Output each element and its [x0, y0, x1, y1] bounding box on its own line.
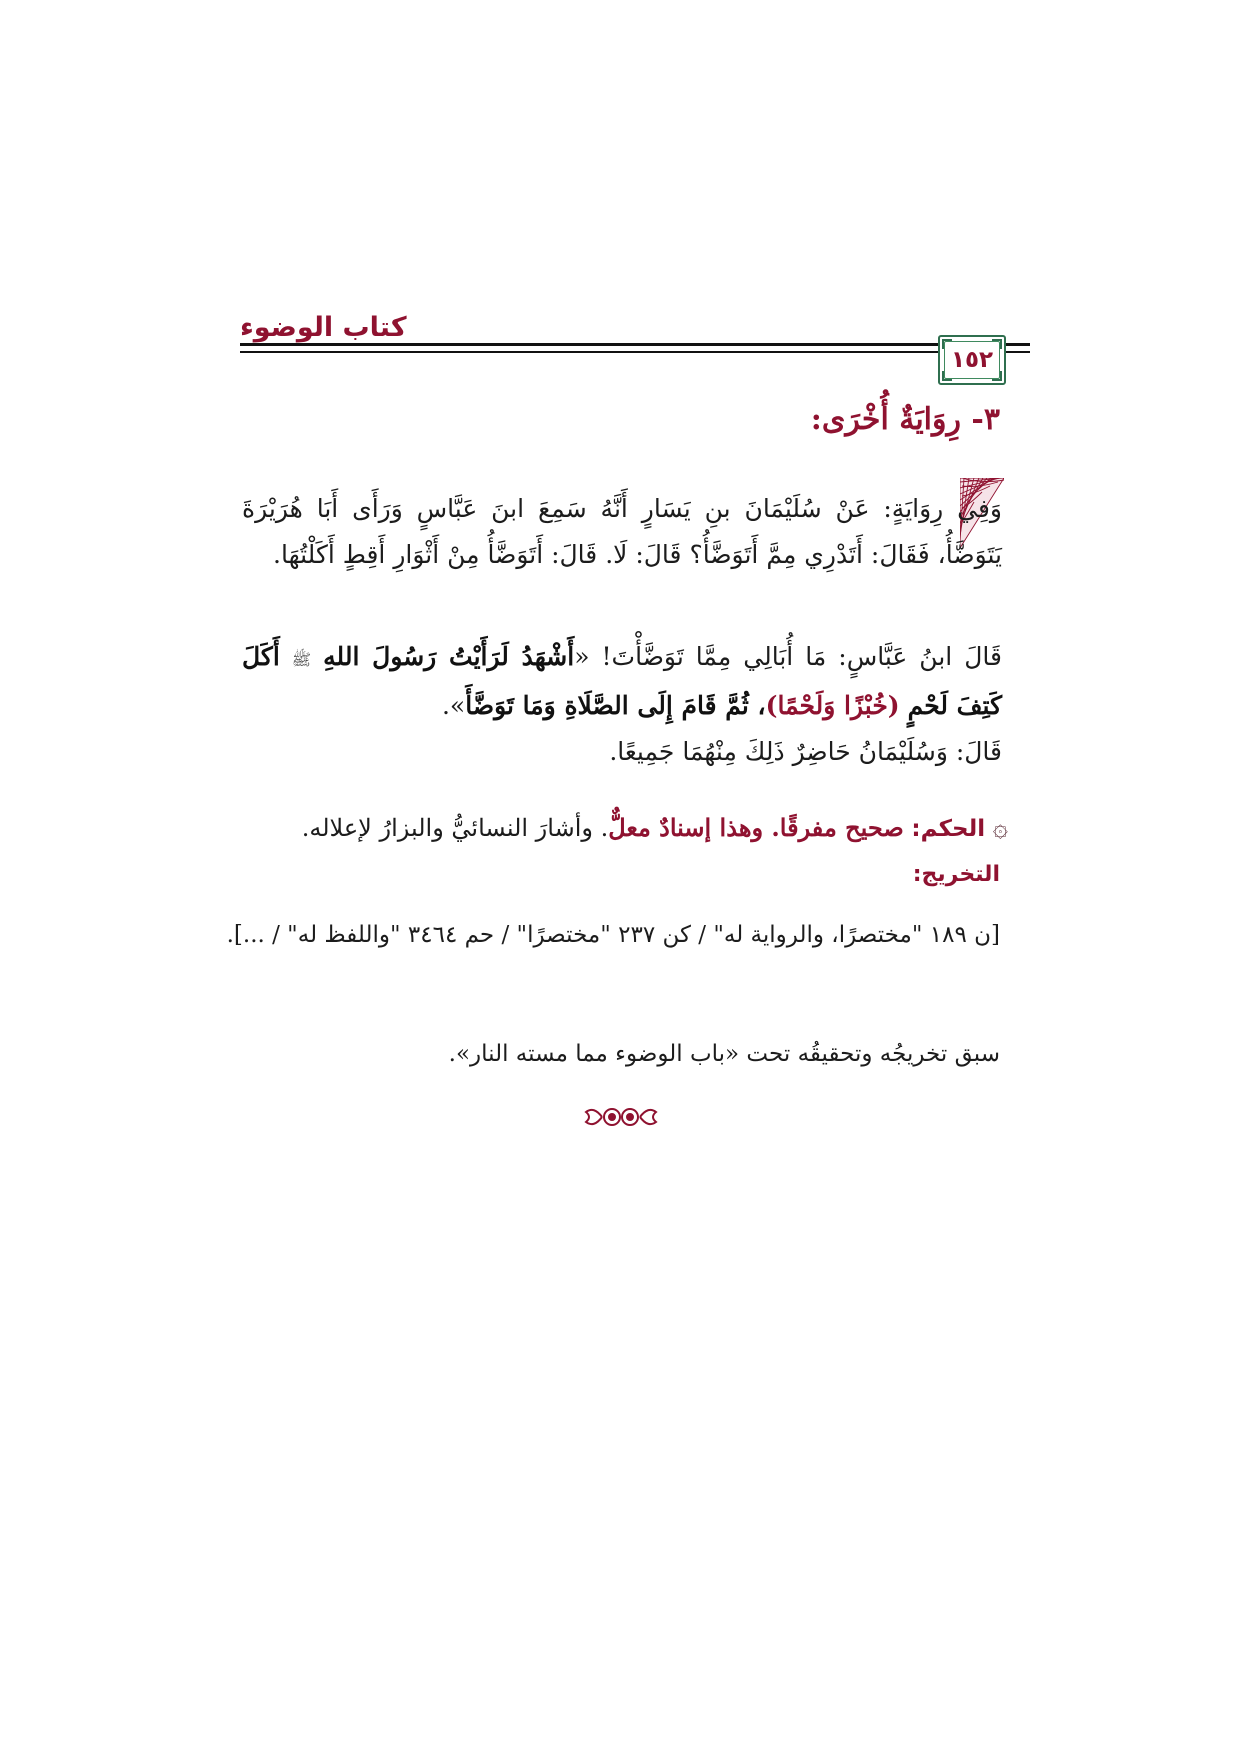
ruling-line [218, 808, 1008, 849]
takhrij-label: التخريج: [912, 862, 1000, 887]
takhrij-note: سبق تخريجُه وتحقيقُه تحت «باب الوضوء مما مسته النار». [448, 1041, 1000, 1067]
ruling-label: الحكم: [911, 816, 986, 842]
narration-bold-text: ، ثُمَّ قَامَ إِلَى الصَّلَاةِ وَمَا تَوَضَّأَ [465, 691, 766, 720]
narration-close: ». [441, 691, 466, 720]
page-number: ١٥٢ [944, 341, 1000, 379]
book-title: كتاب الوضوء [240, 312, 407, 343]
header-rule-bottom-right [1006, 351, 1030, 353]
badge-corner-ornament [942, 339, 952, 349]
badge-corner-ornament [992, 371, 1002, 381]
star-ornament-icon: ۞ [992, 813, 1008, 843]
section-divider-ornament [580, 1102, 662, 1132]
ruling-rest: . وأشارَ النسائيُّ والبزارُ لإعلاله. [301, 814, 609, 842]
badge-corner-ornament [942, 371, 952, 381]
narration-paragraph-3: قَالَ: وَسُلَيْمَانُ حَاضِرٌ ذَلِكَ مِنْهُمَا جَمِيعًا. [609, 737, 1002, 766]
header-rule-bottom-left [240, 351, 938, 353]
narration-bold-text: أَكَلَ كَتِفَ لَحْمٍ [242, 642, 1002, 720]
takhrij-text: [ن ١٨٩ "مختصرًا، والرواية له" / كن ٢٣٧ "مختصرًا" / حم ٣٤٦٤ "واللفظ له" / ...]. [226, 922, 1000, 948]
narration-paragraph-2 [242, 634, 1002, 775]
section-heading: ٣- رِوَايَةٌ أُخْرَى: [810, 402, 1000, 437]
narration-intro: قَالَ ابنُ عَبَّاسٍ: مَا أُبَالِي مِمَّا تَوَضَّأْتَ! « [574, 642, 1002, 671]
ruling-verdict: صحيح مفرقًا. وهذا إسنادٌ معلٌّ [608, 813, 904, 842]
header-rule-top-left [240, 343, 938, 346]
header-rule-top-right [1006, 343, 1030, 346]
page-number-badge [938, 335, 1006, 385]
salutation-glyph: ﷺ [291, 650, 312, 669]
narration-paragraph-1: وَفِي رِوَايَةٍ: عَنْ سُلَيْمَانَ بنِ يَسَارٍ أَنَّهُ سَمِعَ ابنَ عَبَّاسٍ وَرَأَى أَبَا هُرَيْرَةَ يَتَوَضَّأُ، فَقَالَ: أَتَدْرِي مِمَّ أَتَوَضَّأُ؟ قَالَ: لَا. قَالَ: أَتَوَضَّأُ مِنْ أَثْوَارِ أَقِطٍ أَكَلْتُهَا. [242, 494, 1002, 569]
narration-parenthetical: (خُبْزًا وَلَحْمًا) [765, 691, 900, 720]
narration-bold-text: أَشْهَدُ لَرَأَيْتُ رَسُولَ اللهِ [323, 642, 575, 671]
badge-corner-ornament [992, 339, 1002, 349]
